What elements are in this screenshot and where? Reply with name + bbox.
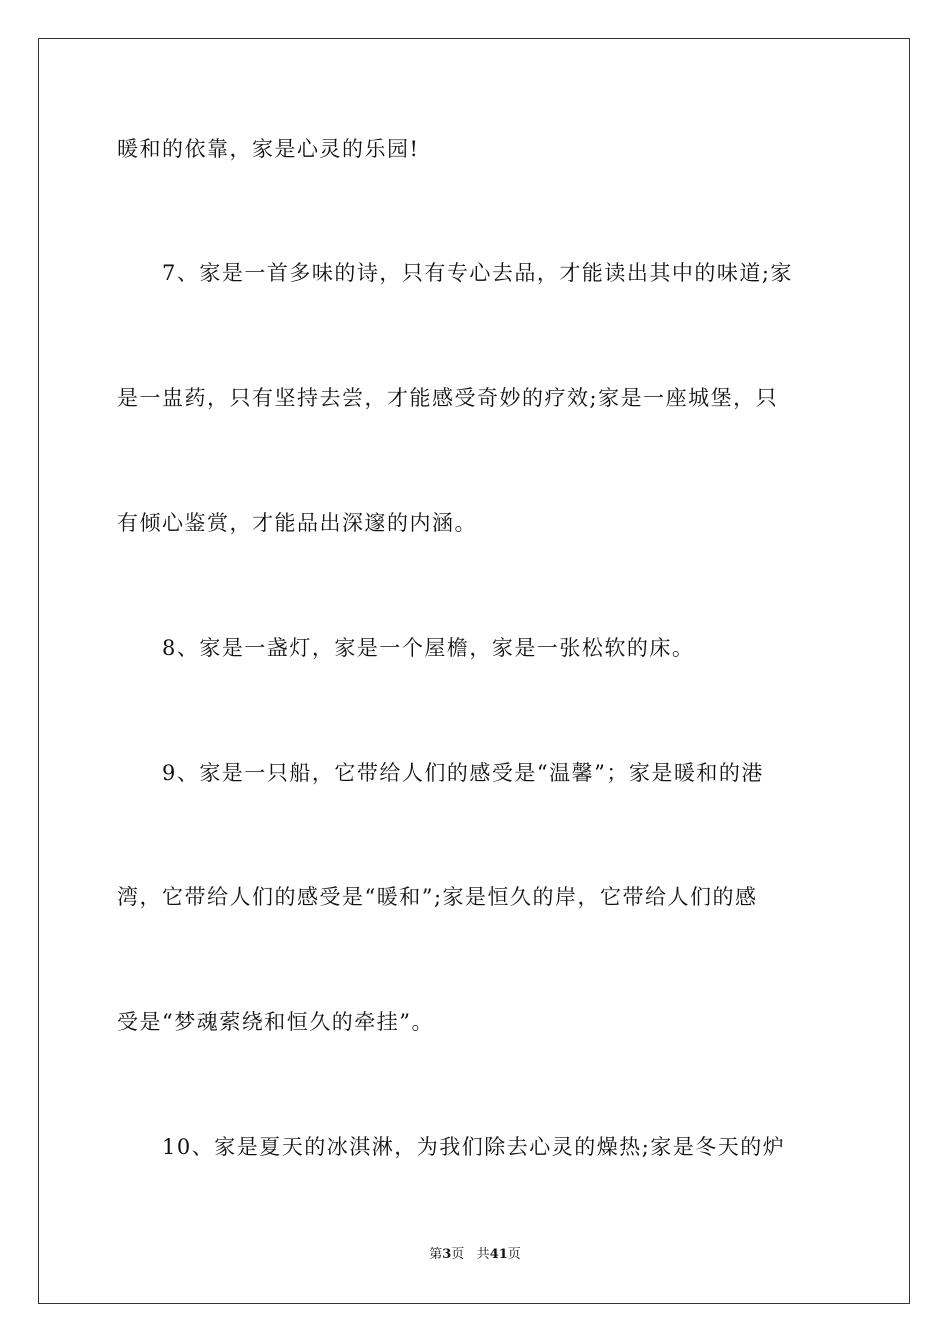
footer-total-pages: 41 [489, 1247, 508, 1262]
text-line-1: 暖和的依靠，家是心灵的乐园! [117, 137, 420, 161]
text-line-3: 是一盅药，只有坚持去尝，才能感受奇妙的疗效;家是一座城堡，只 [117, 386, 779, 410]
text-line-2: 7、家是一首多味的诗，只有专心去品，才能读出其中的味道;家 [162, 261, 793, 285]
text-line-6: 9、家是一只船，它带给人们的感受是“温馨”；家是暖和的港 [162, 761, 764, 785]
footer-total-suffix: 页 [507, 1247, 521, 1262]
footer-page-prefix: 第 [429, 1247, 443, 1262]
footer-page-suffix: 页 [451, 1247, 465, 1262]
page-footer [0, 1246, 950, 1264]
text-line-5: 8、家是一盏灯，家是一个屋檐，家是一张松软的床。 [162, 636, 695, 660]
text-line-9: 10、家是夏天的冰淇淋，为我们除去心灵的燥热;家是冬天的炉 [162, 1135, 786, 1159]
text-line-7: 湾，它带给人们的感受是“暖和”;家是恒久的岸，它带给人们的感 [117, 885, 758, 909]
text-line-4: 有倾心鉴赏，才能品出深邃的内涵。 [117, 511, 477, 535]
page-border [38, 38, 910, 1304]
text-line-8: 受是“梦魂萦绕和恒久的牵挂”。 [117, 1010, 434, 1034]
footer-total-prefix: 共 [476, 1247, 490, 1262]
footer-page-number: 3 [442, 1247, 452, 1262]
